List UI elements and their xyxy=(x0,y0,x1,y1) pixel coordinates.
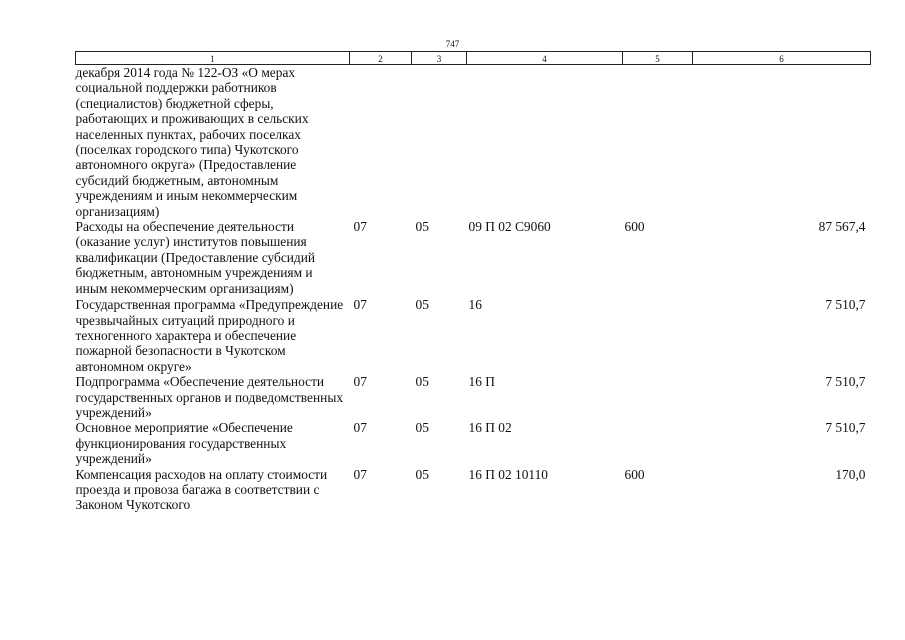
row-target-article: 16 П 02 10110 xyxy=(468,466,548,482)
row-amount: 170,0 xyxy=(835,466,866,482)
table-row xyxy=(76,374,871,420)
row-expense-type xyxy=(623,296,693,374)
budget-table xyxy=(75,51,871,513)
row-name: Подпрограмма «Обеспечение деятельности государственных органов и подведомственных учреждений» xyxy=(75,374,344,420)
column-header-3: 3 xyxy=(412,52,467,65)
row-expense-type xyxy=(623,420,693,466)
row-name: декабря 2014 года № 122-ОЗ «О мерах социальной поддержки работников (специалистов) бюджетной сферы, работающих и проживающих в сельских населенных пунктах, рабочих поселках (поселках городского типа) Чукотского автономного округа» (Предоставление субсидий бюджетным, автономным учреждениям и иным некоммерческим организациям) xyxy=(75,65,309,219)
row-expense-type xyxy=(623,65,693,220)
row-subsection: 05 xyxy=(415,466,429,482)
row-amount xyxy=(693,65,871,220)
column-header-6: 6 xyxy=(693,52,871,65)
row-name: Компенсация расходов на оплату стоимости проезда и провоза багажа в соответствии с Законом Чукотского xyxy=(75,466,328,513)
table-header-row xyxy=(76,52,871,65)
table-row xyxy=(76,65,871,220)
table-row xyxy=(76,420,871,466)
row-name: Основное мероприятие «Обеспечение функционирования государственных учреждений» xyxy=(75,420,293,467)
row-expense-type xyxy=(623,374,693,420)
table-row xyxy=(76,296,871,374)
row-target-article xyxy=(467,65,623,220)
row-target-article: 16 П xyxy=(468,374,495,390)
row-section: 07 xyxy=(353,420,367,436)
row-subsection: 05 xyxy=(415,420,429,436)
page-number: 747 xyxy=(445,39,460,49)
row-subsection: 05 xyxy=(415,219,429,235)
row-target-article: 16 П 02 xyxy=(468,420,512,436)
row-amount: 7 510,7 xyxy=(825,420,866,436)
row-section: 07 xyxy=(353,374,367,390)
row-amount: 7 510,7 xyxy=(825,297,866,313)
row-section xyxy=(350,65,412,220)
row-amount: 87 567,4 xyxy=(818,219,866,235)
row-target-article: 16 xyxy=(468,297,482,313)
row-section: 07 xyxy=(353,219,367,235)
row-expense-type: 600 xyxy=(624,466,645,482)
row-section: 07 xyxy=(353,466,367,482)
column-header-2: 2 xyxy=(350,52,412,65)
row-subsection: 05 xyxy=(415,297,429,313)
row-target-article: 09 П 02 С9060 xyxy=(468,219,551,235)
column-header-1: 1 xyxy=(76,52,350,65)
row-name: Расходы на обеспечение деятельности (оказание услуг) институтов повышения квалификации (Предоставление субсидий бюджетным, автономным учреждениям и иным некоммерческим организациям) xyxy=(75,219,316,296)
row-expense-type: 600 xyxy=(624,219,645,235)
column-header-5: 5 xyxy=(623,52,693,65)
table-row xyxy=(76,467,871,513)
row-subsection xyxy=(412,65,467,220)
row-name: Государственная программа «Предупреждение чрезвычайных ситуаций природного и техногенного характера и обеспечение пожарной безопасности в Чукотском автономном округе» xyxy=(75,297,344,374)
row-subsection: 05 xyxy=(415,374,429,390)
table-row xyxy=(76,219,871,296)
column-header-4: 4 xyxy=(467,52,623,65)
row-amount: 7 510,7 xyxy=(825,374,866,390)
row-section: 07 xyxy=(353,297,367,313)
